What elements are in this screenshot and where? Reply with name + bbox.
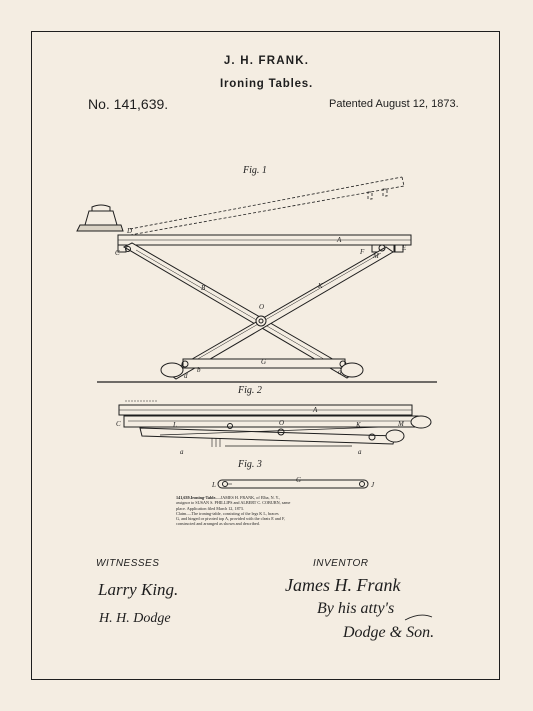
patent-inventor-heading: J. H. FRANK. [223,55,310,67]
fig2-letter-m: M [398,420,404,428]
claim-line3: place. Application filed March 12, 1873. [176,505,244,511]
inventor-signature-line2: By his atty's [317,600,395,617]
fig2-letter-c: C [116,420,121,428]
fig2-letter-l: L [173,421,177,429]
fig2-letter-a2: a [358,448,362,456]
fig3-letter-g: G [296,476,302,484]
claim-line1-rest: —JAMES H. FRANK, of Elba, N. Y., [216,495,281,500]
inventor-signature-line1: James H. Frank [285,575,401,595]
claim-title: Ironing-Table. [190,495,217,500]
fig1-letter-o: O [259,303,265,311]
fig1-label: Fig. 1 [243,165,267,176]
fig1-letter-c: C [115,249,120,257]
fig1-letter-k: K [318,282,323,290]
fig1-letter-b: B [201,284,206,292]
fig3-letter-j: J [371,481,375,489]
patent-title: Ironing Tables. [220,78,313,90]
claim-line6: constructed and arranged as shown and described. [176,521,260,527]
patent-number: No. 141,639. [88,96,169,112]
witness-signature-2: H. H. Dodge [99,611,171,626]
inventor-label: INVENTOR [313,558,369,569]
fig2-letter-o: O [279,419,285,427]
claim-line2: assignor to SUSAN S. PHILLIPS and ALBERT C. COBURN, same [176,500,291,506]
claim-patent-number: 141,639. [176,495,191,500]
inventor-signature-flourish [405,615,432,620]
fig2-letter-a1: a [180,448,184,456]
fig1-letter-f: F [360,248,365,256]
fig3-letter-l: L [212,481,216,489]
fig1-letter-a: A [337,236,342,244]
fig1-raised-top-dashed [130,177,404,235]
fig2-letter-k: K [356,421,361,429]
fig1-letter-m: M [373,252,379,260]
sad-iron-drawing [77,205,123,231]
inventor-signature-line3: Dodge & Son. [343,624,435,641]
patent-claim-text [176,495,358,527]
witness-signature-1: Larry King. [98,580,179,599]
fig1-letter-g: G [261,358,267,366]
fig2-folded-table [119,401,431,447]
fig1-letter-e: E [402,244,407,252]
fig2-letter-a: A [313,406,318,414]
claim-line4: Claim.—The ironing-table, consisting of the legs K L, braces [176,510,279,516]
fig2-label: Fig. 2 [238,385,262,396]
patent-date: Patented August 12, 1873. [329,98,459,110]
fig1-letter-b-lower: b [197,366,201,374]
fig3-brace [218,480,368,488]
fig1-letter-d-lower: d [184,372,188,380]
fig1-leg-l [124,243,355,378]
witnesses-label: WITNESSES [96,558,160,569]
claim-line5: G, and hinged or pivoted top A, provided with the cleats E and F, [176,516,285,522]
fig1-letter-a: a [338,368,342,376]
fig3-label: Fig. 3 [238,459,262,470]
fig1-letter-d: D [127,227,133,235]
